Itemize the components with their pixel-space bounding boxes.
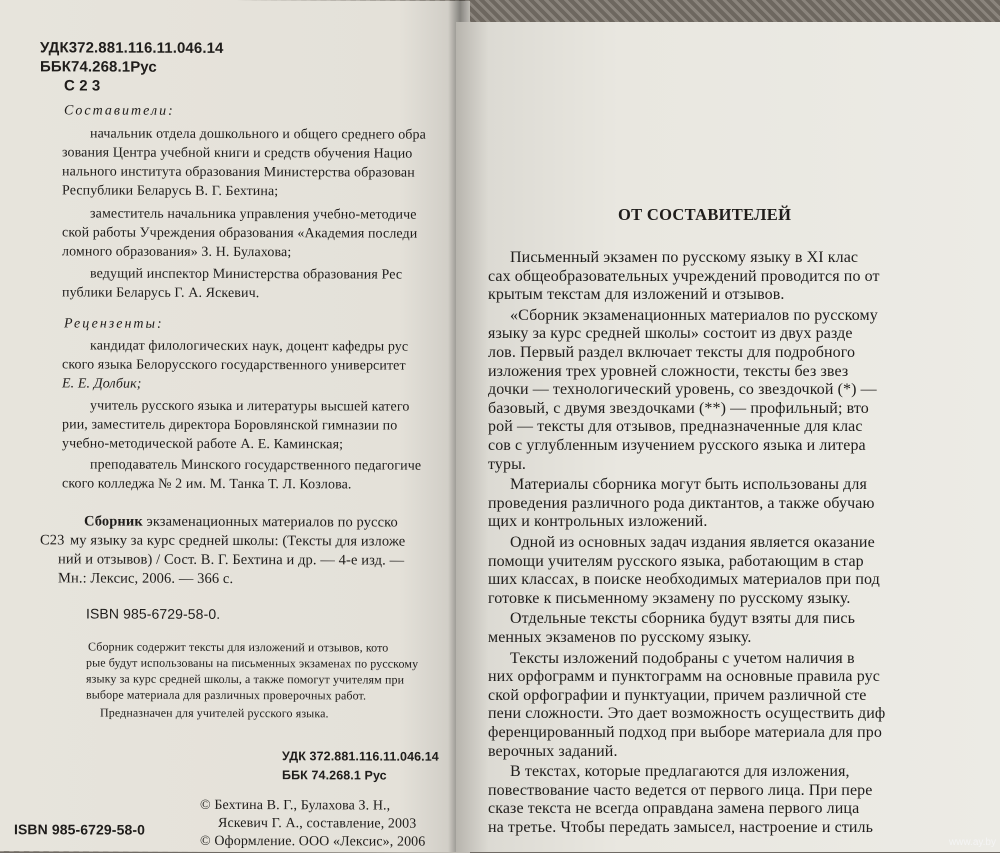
body-line: Письменный экзамен по русскому языку в XI клас	[510, 249, 859, 266]
body-line: базовый, с двумя звездочками (**) — профильный; вто	[488, 399, 869, 417]
isbn-mid: ISBN 985-6729-58-0.	[86, 605, 221, 622]
body-line: В текстах, которые предлагаются для изложения,	[510, 763, 850, 781]
body-line: проведения различного рода диктантов, а также обучаю	[488, 494, 875, 512]
compilers-line: нального института образования Министерства образован	[62, 164, 415, 181]
catalog-code: С23	[40, 532, 65, 549]
annotation-line: Сборник содержит тексты для изложений и отзывов, кото	[88, 639, 389, 655]
compilers-line: зования Центра учебной книги и средств обучения Нацио	[62, 145, 413, 162]
udk-top: УДК372.881.116.11.046.14	[40, 39, 224, 57]
compilers-line: заместитель начальника управления учебно-методиче	[90, 206, 417, 223]
annotation-line: выборе материала для различных проверочных работ.	[86, 687, 367, 703]
copyright-line: Яскевич Г. А., составление, 2003	[218, 815, 417, 832]
body-line: ференцированный подход при выборе материала для про	[488, 724, 882, 741]
body-line: изложения трех уровней сложности, тексты без звез	[488, 362, 849, 380]
compilers-heading: Составители:	[64, 103, 175, 119]
body-line: пени сложности. Это дает возможность осуществить диф	[488, 705, 886, 723]
catalog-line: Сборник экзаменационных материалов по русско	[84, 513, 398, 531]
body-line: Тексты изложений подобраны с учетом наличия в	[510, 649, 855, 667]
reviewers-line: Е. Е. Долбик;	[62, 376, 142, 392]
reviewers-line: учебно-методической работе А. Е. Каминская;	[62, 436, 344, 453]
code-top: С 2 3	[64, 77, 101, 95]
body-line: дочки — технологический уровень, со звездочкой (*) —	[488, 381, 877, 399]
compilers-line: ведущий инспектор Министерства образования Рес	[90, 266, 403, 283]
reviewers-heading: Рецензенты:	[64, 316, 164, 332]
body-line: туры.	[488, 455, 527, 473]
body-line: ской орфографии и пунктуации, причем различной сте	[488, 686, 867, 704]
reviewers-line: учитель русского языка и литературы высшей катего	[90, 398, 410, 415]
copyright-line: © Бехтина В. Г., Булахова З. Н.,	[200, 797, 391, 814]
body-line: верочных заданий.	[488, 742, 618, 760]
reviewers-line: ского колледжа № 2 им. М. Танка Т. Л. Козлова.	[62, 476, 352, 493]
body-line: повествование часто ведется от первого лица. При пере	[488, 781, 873, 799]
bbk-top: ББК74.268.1Рус	[40, 58, 157, 76]
body-line: менных экзаменов по русскому языку.	[488, 629, 752, 646]
annotation-line: Предназначен для учителей русского языка.	[100, 705, 329, 721]
body-line: Одной из основных задач издания является оказание	[510, 534, 875, 551]
isbn-bottom: ISBN 985-6729-58-0	[14, 821, 145, 838]
body-line: рой — тексты для отзывов, предназначенные для клас	[488, 418, 863, 436]
annotation-line: рые будут использованы на письменных экзаменах по русскому	[86, 655, 419, 671]
body-line: них орфограмм и пунктограмм на основные правила рус	[488, 668, 880, 686]
compilers-line: ломного образования» З. Н. Булахова;	[62, 244, 292, 261]
body-line: помощи учителям русского языка, работающим в стар	[488, 552, 864, 570]
reviewers-line: рии, заместитель директора Боровлянской гимназии по	[62, 417, 398, 434]
compilers-line: Республики Беларусь В. Г. Бехтина;	[62, 183, 279, 200]
body-line: лов. Первый раздел включает тексты для подробного	[488, 344, 856, 361]
watermark: www.ay.by	[948, 837, 996, 848]
body-line: Материалы сборника могут быть использованы для	[510, 476, 867, 494]
section-heading: ОТ СОСТАВИТЕЛЕЙ	[618, 205, 792, 224]
catalog-line: ний и отзывов) / Сост. В. Г. Бехтина и др. — 4-е изд. —	[58, 551, 405, 569]
body-line: крытым текстам для изложений и отзывов.	[488, 286, 785, 304]
body-line: готовке к письменному экзамену по русскому языку.	[488, 589, 851, 607]
left-page	[0, 0, 470, 853]
bbk-bottom: ББК 74.268.1 Рус	[282, 768, 387, 783]
compilers-line: начальник отдела дошкольного и общего среднего обра	[90, 126, 426, 143]
catalog-line: му языку за курс средней школы: (Тексты для изложе	[70, 532, 406, 550]
annotation-line: языку за курс средней школы, а также помогут учителям при	[86, 671, 405, 687]
compilers-line: ской работы Учреждения образования «Академия последи	[62, 225, 418, 242]
reviewers-line: кандидат филологических наук, доцент кафедры рус	[90, 338, 409, 355]
body-line: сах общеобразовательных учреждений проводится по от	[488, 267, 880, 285]
body-line: «Сборник экзаменационных материалов по русскому	[510, 306, 878, 324]
body-line: ших классах, в поиске необходимых материалов при под	[488, 571, 880, 589]
reviewers-line: ского языка Белорусского государственного университет	[62, 357, 406, 374]
body-line: на третье. Чтобы передать замысел, настроение и стиль	[488, 819, 874, 836]
body-line: сказе текста не всегда оправдана замена первого лица	[488, 800, 860, 818]
compilers-line: публики Беларусь Г. А. Яскевич.	[62, 285, 260, 302]
body-line: языку за курс средней школы» состоит из двух разде	[488, 325, 853, 343]
body-line: сов с углубленным изучением русского языка и литера	[488, 437, 866, 454]
copyright-line: © Оформление. ООО «Лексис», 2006	[200, 833, 426, 850]
body-line: Отдельные тексты сборника будут взяты для пись	[510, 610, 856, 628]
catalog-line: Мн.: Лексис, 2006. — 366 с.	[58, 570, 234, 587]
body-line: щих и контрольных изложений.	[488, 513, 708, 531]
reviewers-line: преподаватель Минского государственного педагогиче	[90, 457, 422, 474]
right-page	[456, 22, 1000, 852]
udk-bottom: УДК 372.881.116.11.046.14	[282, 749, 439, 764]
